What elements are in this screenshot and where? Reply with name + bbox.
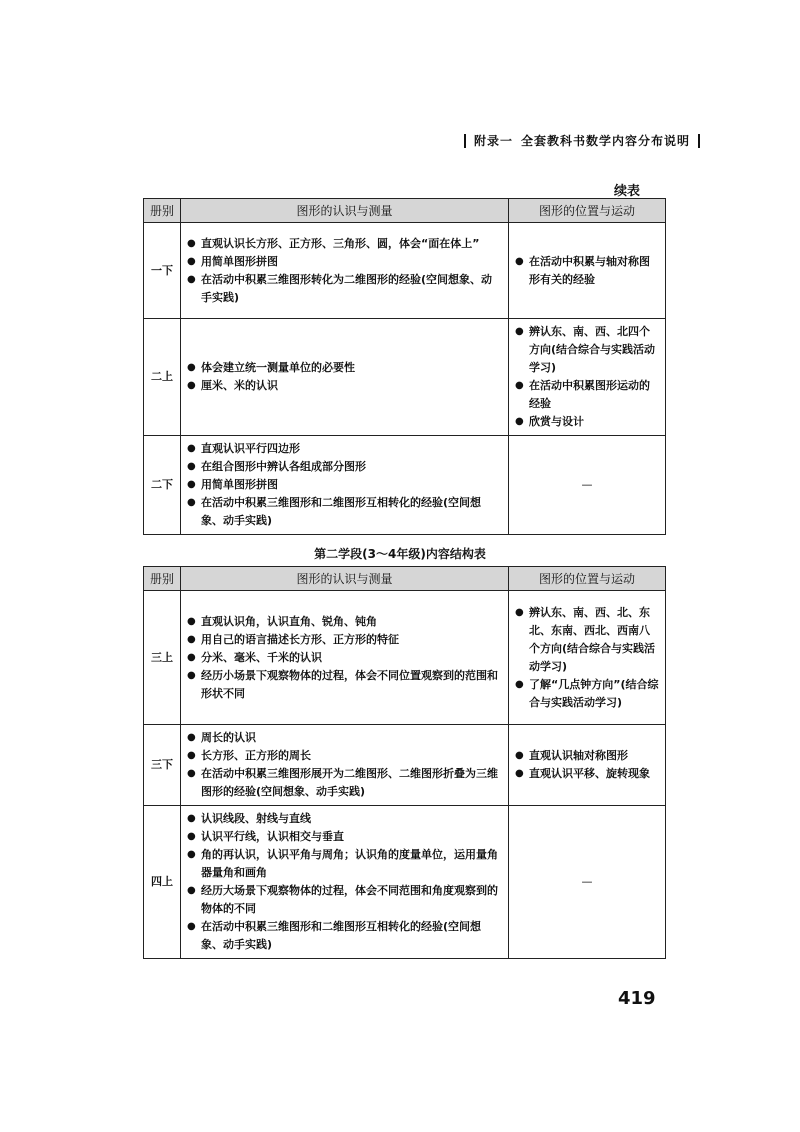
- bullet-icon: ●: [187, 732, 196, 743]
- table-row: [144, 436, 666, 535]
- bullet-icon: ●: [515, 678, 524, 690]
- divider: [698, 134, 700, 148]
- volume-cell: 二上: [144, 319, 181, 436]
- bullet-text: 认识平行线，认识相交与垂直: [201, 830, 344, 843]
- measure-cell: [181, 725, 509, 806]
- bullet-text: 长方形、正方形的周长: [201, 749, 311, 762]
- bullet-icon: ●: [515, 768, 524, 779]
- bullet-icon: ●: [187, 885, 196, 896]
- bullet-icon: ●: [187, 255, 196, 267]
- bullet-text: 直观认识长方形、正方形、三角形、圆，体会“面在体上”: [201, 236, 480, 250]
- bullet-item: [187, 882, 502, 918]
- bullet-text: 在活动中积累三维图形展开为二维图形、二维图形折叠为三维图形的经验(空间想象、动手实践): [201, 767, 498, 798]
- volume-cell: 三下: [144, 725, 181, 806]
- appendix-label: 附录一: [473, 134, 513, 148]
- volume-cell: 二下: [144, 436, 181, 535]
- bullet-text: 辨认东、南、西、北四个方向(结合综合与实践活动学习): [529, 325, 656, 374]
- bullet-text: 在活动中积累与轴对称图形有关的经验: [529, 254, 650, 286]
- bullet-icon: ●: [187, 633, 196, 645]
- bullet-icon: ●: [187, 750, 196, 761]
- bullet-icon: ●: [515, 750, 524, 761]
- volume-cell: 三上: [144, 591, 181, 725]
- bullet-text: 经历大场景下观察物体的过程，体会不同范围和角度观察到的物体的不同: [201, 884, 498, 915]
- bullet-item: [187, 810, 502, 828]
- bullet-text: 欣赏与设计: [529, 415, 584, 428]
- table-row: [144, 591, 666, 725]
- bullet-icon: ●: [187, 768, 196, 779]
- bullet-item: [515, 676, 659, 712]
- bullet-icon: ●: [515, 416, 524, 427]
- position-cell: [509, 725, 666, 806]
- bullet-item: [187, 359, 502, 377]
- bullet-icon: ●: [515, 380, 524, 391]
- bullet-text: 在活动中积累三维图形和二维图形互相转化的经验(空间想象、动手实践): [201, 496, 482, 527]
- header-measure: 图形的认识与测量: [181, 567, 509, 591]
- divider: [464, 134, 466, 148]
- bullet-text: 体会建立统一测量单位的必要性: [201, 361, 355, 374]
- bullet-text: 用自己的语言描述长方形、正方形的特征: [201, 632, 399, 646]
- bullet-icon: ●: [515, 255, 524, 267]
- table-row: [144, 319, 666, 436]
- bullet-icon: ●: [187, 237, 196, 249]
- bullet-icon: ●: [187, 651, 196, 663]
- bullet-text: 在活动中积累三维图形和二维图形互相转化的经验(空间想象、动手实践): [201, 920, 482, 951]
- continued-label: 续表: [614, 184, 641, 199]
- bullet-text: 分米、毫米、千米的认识: [201, 650, 322, 664]
- bullet-icon: ●: [187, 669, 196, 681]
- bullet-item: [515, 323, 659, 377]
- volume-cell: 四上: [144, 806, 181, 959]
- running-head: [464, 132, 700, 149]
- bullet-item: [515, 747, 659, 765]
- bullet-item: [515, 377, 659, 413]
- bullet-icon: ●: [187, 813, 196, 824]
- bullet-item: [187, 253, 502, 271]
- bullet-item: [187, 377, 502, 395]
- bullet-item: [515, 253, 659, 289]
- content-table-1: [143, 198, 666, 535]
- page-number: 419: [618, 988, 656, 1009]
- bullet-item: [187, 440, 502, 458]
- header-volume: 册别: [144, 567, 181, 591]
- volume-cell: 一下: [144, 223, 181, 319]
- bullet-text: 认识线段、射线与直线: [201, 812, 311, 825]
- bullet-item: [187, 458, 502, 476]
- bullet-item: [187, 631, 502, 649]
- bullet-item: [187, 765, 502, 801]
- bullet-item: [515, 765, 659, 783]
- bullet-icon: ●: [187, 362, 196, 373]
- bullet-item: [187, 667, 502, 703]
- bullet-item: [187, 729, 502, 747]
- bullet-item: [187, 494, 502, 530]
- table-row: [144, 725, 666, 806]
- position-cell: [509, 591, 666, 725]
- bullet-item: [187, 271, 502, 307]
- section-title: 第二学段(3～4年级)内容结构表: [314, 547, 486, 561]
- bullet-item: [187, 747, 502, 765]
- bullet-text: 直观认识平移、旋转现象: [529, 767, 650, 780]
- running-title: 全套教科书数学内容分布说明: [520, 134, 690, 148]
- bullet-icon: ●: [515, 326, 524, 337]
- bullet-icon: ●: [187, 831, 196, 842]
- bullet-icon: ●: [187, 497, 196, 508]
- position-cell: [509, 223, 666, 319]
- measure-cell: [181, 223, 509, 319]
- bullet-item: [187, 235, 502, 253]
- bullet-text: 直观认识平行四边形: [201, 442, 300, 455]
- bullet-item: [187, 918, 502, 954]
- bullet-text: 厘米、米的认识: [201, 379, 278, 392]
- measure-cell: [181, 806, 509, 959]
- bullet-text: 在活动中积累图形运动的经验: [529, 379, 650, 410]
- header-volume: 册别: [144, 199, 181, 223]
- bullet-item: [187, 846, 502, 882]
- content-table-2: [143, 566, 666, 959]
- bullet-icon: ●: [187, 380, 196, 391]
- bullet-text: 经历小场景下观察物体的过程，体会不同位置观察到的范围和形状不同: [201, 668, 498, 700]
- empty-dash: —: [509, 806, 666, 959]
- table-row: [144, 806, 666, 959]
- bullet-text: 了解“几点钟方向”(结合综合与实践活动学习): [529, 677, 659, 709]
- header-measure: 图形的认识与测量: [181, 199, 509, 223]
- bullet-item: [187, 649, 502, 667]
- bullet-item: [515, 413, 659, 431]
- bullet-icon: ●: [187, 921, 196, 932]
- table-row: [144, 223, 666, 319]
- bullet-text: 辨认东、南、西、北、东北、东南、西北、西南八个方向(结合综合与实践活动学习): [529, 605, 656, 673]
- header-position: 图形的位置与运动: [509, 199, 666, 223]
- bullet-text: 直观认识轴对称图形: [529, 749, 628, 762]
- bullet-item: [187, 613, 502, 631]
- bullet-icon: ●: [187, 273, 196, 285]
- bullet-text: 在活动中积累三维图形转化为二维图形的经验(空间想象、动手实践): [201, 272, 493, 304]
- measure-cell: [181, 436, 509, 535]
- bullet-item: [187, 476, 502, 494]
- bullet-icon: ●: [187, 461, 196, 472]
- bullet-icon: ●: [187, 615, 196, 627]
- header-position: 图形的位置与运动: [509, 567, 666, 591]
- bullet-text: 直观认识角，认识直角、锐角、钝角: [201, 614, 377, 628]
- position-cell: [509, 319, 666, 436]
- empty-dash: —: [509, 436, 666, 535]
- bullet-text: 角的再认识，认识平角与周角；认识角的度量单位，运用量角器量角和画角: [201, 848, 498, 879]
- measure-cell: [181, 591, 509, 725]
- bullet-item: [515, 604, 659, 676]
- bullet-icon: ●: [515, 606, 524, 618]
- bullet-item: [187, 828, 502, 846]
- bullet-icon: ●: [187, 849, 196, 860]
- bullet-text: 用简单图形拼图: [201, 254, 278, 268]
- bullet-icon: ●: [187, 479, 196, 490]
- bullet-icon: ●: [187, 443, 196, 454]
- bullet-text: 周长的认识: [201, 731, 256, 744]
- bullet-text: 用简单图形拼图: [201, 478, 278, 491]
- measure-cell: [181, 319, 509, 436]
- bullet-text: 在组合图形中辨认各组成部分图形: [201, 460, 366, 473]
